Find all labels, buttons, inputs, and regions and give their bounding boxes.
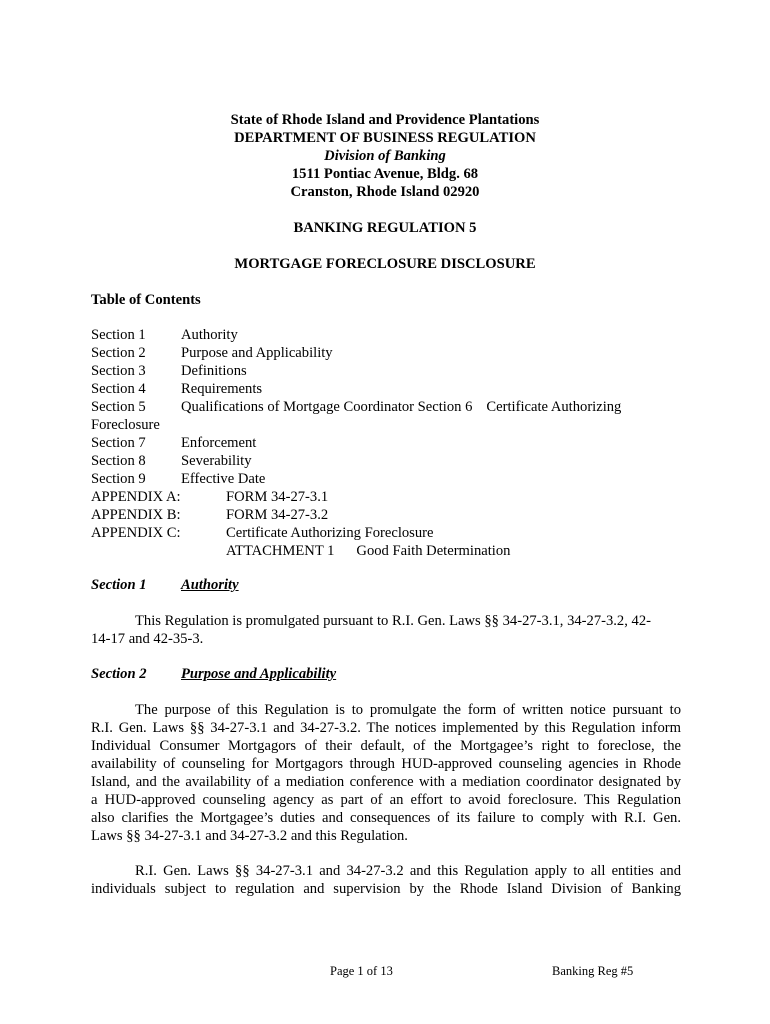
toc-label-text: Qualifications of Mortgage Coordinator Section 6	[181, 399, 473, 415]
toc-label: Certificate Authorizing Foreclosure	[226, 525, 434, 541]
regulation-title: BANKING REGULATION 5	[293, 220, 477, 236]
section-number: Section 2	[91, 666, 147, 682]
toc-label: Requirements	[181, 381, 263, 397]
toc-label: Enforcement	[181, 435, 257, 451]
text-line: Laws §§ 34-27-3.1 and 34-27-3.2 and this Regulation.	[91, 828, 408, 844]
regulation-subject: MORTGAGE FORECLOSURE DISCLOSURE	[234, 256, 536, 272]
toc-key: Section 5	[91, 399, 146, 415]
toc-label: FORM 34-27-3.1	[226, 489, 329, 505]
toc-key: Section 1	[91, 327, 146, 343]
toc-key: Section 8	[91, 453, 146, 469]
toc-key: APPENDIX B:	[91, 507, 181, 523]
toc-row	[91, 524, 691, 542]
toc-label: Severability	[181, 453, 252, 469]
agency-header	[0, 111, 770, 201]
toc-key: Foreclosure	[91, 417, 160, 433]
toc-row	[91, 326, 691, 344]
section-title: Purpose and Applicability	[181, 666, 337, 682]
toc-label-extra: Good Faith Determination	[356, 543, 511, 559]
page-number: Page 1 of 13	[330, 964, 393, 978]
toc-key: Section 4	[91, 381, 146, 397]
toc-label: FORM 34-27-3.2	[226, 507, 329, 523]
toc-row	[91, 362, 691, 380]
text-line: individuals subject to regulation and supervision by the Rhode Island Division of Banking	[91, 881, 681, 897]
toc-row	[91, 452, 691, 470]
toc-row	[91, 506, 691, 524]
toc-title: Table of Contents	[91, 292, 201, 308]
section-number: Section 1	[91, 577, 147, 593]
text-line: R.I. Gen. Laws §§ 34-27-3.1 and 34-27-3.2 and this Regulation apply to all entities and	[135, 863, 681, 879]
toc-key: Section 3	[91, 363, 146, 379]
text-line: a HUD-approved counseling agency as part of an effort to avoid foreclosure. This Regulation	[91, 792, 681, 808]
section-1-body	[91, 612, 681, 648]
text-line: 14-17 and 42-35-3.	[91, 631, 204, 647]
toc-row	[91, 470, 691, 488]
toc-label: Authority	[181, 327, 238, 343]
text-line: also clarifies the Mortgagee’s duties and consequences of its failure to comply with R.I. Gen.	[91, 810, 681, 826]
toc-key: APPENDIX C:	[91, 525, 181, 541]
document-reference: Banking Reg #5	[552, 964, 634, 978]
text-line: availability of counseling for Mortgagors through HUD-approved counseling agencies in Rhode	[91, 756, 681, 772]
toc-key: Section 2	[91, 345, 146, 361]
toc-row	[91, 542, 691, 560]
text-line: This Regulation is promulgated pursuant to R.I. Gen. Laws §§ 34-27-3.1, 34-27-3.2, 42-	[135, 613, 651, 629]
text-line: R.I. Gen. Laws §§ 34-27-3.1 and 34-27-3.2. The notices implemented by this Regulation inform	[91, 720, 681, 736]
toc-label-text: ATTACHMENT 1	[226, 543, 335, 559]
state-name: State of Rhode Island and Providence Plantations	[230, 112, 540, 128]
toc-row	[91, 380, 691, 398]
table-of-contents	[91, 326, 691, 560]
toc-row	[91, 434, 691, 452]
toc-label	[226, 542, 510, 560]
toc-key: APPENDIX A:	[91, 489, 181, 505]
text-line: The purpose of this Regulation is to promulgate the form of written notice pursuant to	[135, 702, 681, 718]
toc-key: Section 7	[91, 435, 146, 451]
toc-label	[181, 398, 621, 416]
toc-label: Definitions	[181, 363, 247, 379]
division-name: Division of Banking	[324, 148, 446, 164]
section-title: Authority	[181, 577, 239, 593]
toc-row	[91, 416, 691, 434]
address-street: 1511 Pontiac Avenue, Bldg. 68	[291, 166, 479, 182]
toc-row	[91, 344, 691, 362]
toc-row	[91, 398, 691, 416]
section-1-heading	[91, 576, 239, 594]
toc-label-extra: Certificate Authorizing	[486, 399, 622, 415]
address-city: Cranston, Rhode Island 02920	[290, 184, 480, 200]
department-name: DEPARTMENT OF BUSINESS REGULATION	[234, 130, 536, 146]
text-line: Individual Consumer Mortgagors of their default, of the Mortgagee’s right to foreclose, the	[91, 738, 681, 754]
toc-row	[91, 488, 691, 506]
section-2-paragraph-2	[91, 862, 681, 898]
toc-label: Effective Date	[181, 471, 266, 487]
toc-label: Purpose and Applicability	[181, 345, 333, 361]
section-2-heading	[91, 665, 336, 683]
text-line: Island, and the availability of a mediation conference with a mediation coordinator designated by	[91, 774, 681, 790]
toc-key: Section 9	[91, 471, 146, 487]
section-2-paragraph-1	[91, 701, 681, 845]
